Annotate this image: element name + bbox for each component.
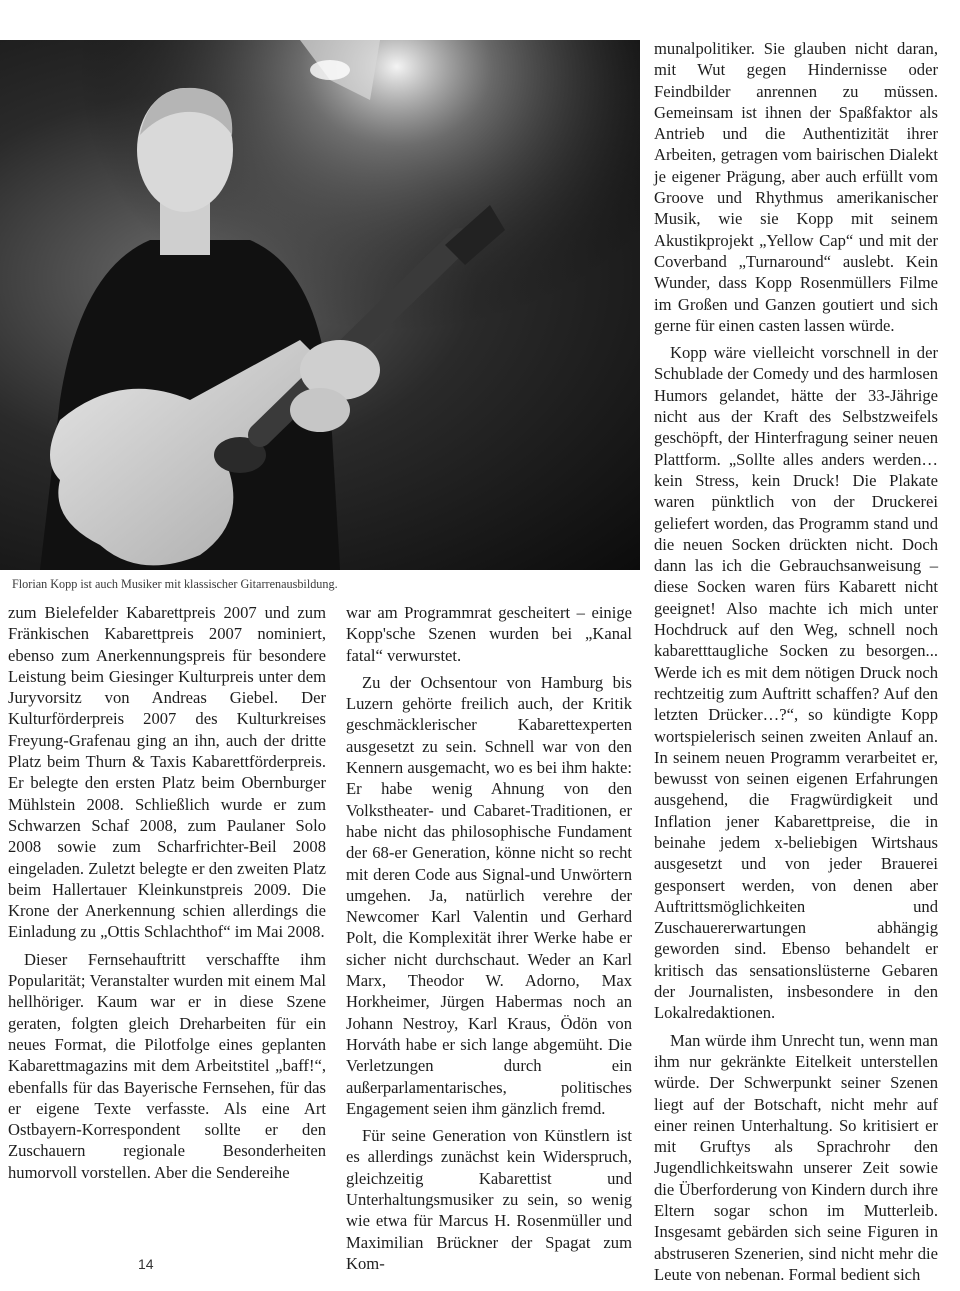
photo-caption: Florian Kopp ist auch Musiker mit klassischer Gitarrenausbildung. — [12, 577, 338, 591]
page-number: 14 — [138, 1256, 154, 1272]
photo-florian-kopp-guitar — [0, 40, 640, 570]
paragraph: Kopp wäre vielleicht vorschnell in der Schublade der Comedy und des harmlosen Humors gelandet, hätte der 33-Jährige nicht aus der Kraft des Selbstzweifels geschöpft, der Hinterfragung seiner neuen Plattform. „Sollte alles anders werden… kein Stress, kein Druck! Die Plakate waren pünktlich von der Druckerei geliefert worden, das Programm stand und die neuen Socken drückten nicht. Doch dann las ich die Gebrauchsanweisung – diese Socken waren fürs Kabarett nicht geeignet! Also machte ich mich unter Hochdruck auf den Weg, schnell noch kabaretttaugliche Socken zu besorgen... Werde ich es mit dem nötigen Druck noch rechtzeitig zum Auftritt schaffen? Auf den letzten Drücker…?“, so kündigte Kopp wortspielerisch seinen zweiten Anlauf an. In seinem neuen Programm verarbeitet er, bewusst von seinen eigenen Erfahrungen ausgehend, die Fragwürdigkeit und Inflation jener Kabarettpreise, die in beinahe jedem x-beliebigen Wirtshaus ausgesetzt und von jeder Brauerei gesponsert werden, von denen aber Auftrittsmöglichkeiten und Zuschauererwartungen abhängig geworden sind. Ebenso behandelt er kritisch das sensationslüsterne Gebaren der Journalisten, insbesondere in den Lokalredaktionen. — [654, 343, 938, 1023]
text-column-1 — [8, 602, 326, 1189]
text-column-3 — [654, 38, 938, 1291]
text-column-2 — [346, 602, 632, 1280]
paragraph: Für seine Generation von Künstlern ist es allerdings zunächst kein Widerspruch, gleichzeitig Kabarettist und Unterhaltungsmusiker zu sein, so wenig wie etwa für Marcus H. Rosenmüller und Maximilian Brückner der Spagat zum Kom- — [346, 1126, 632, 1273]
photo-illustration — [0, 40, 640, 570]
paragraph: Zu der Ochsentour von Hamburg bis Luzern gehörte freilich auch, der Kritik geschmäcklerischer Kabarettexperten ausgesetzt zu sein. Schnell war von den Kennern ausgemacht, wo es bei ihm hakte: Er habe wenig Ahnung von den Volkstheater- und Cabaret-Traditionen, er habe nicht das philosophische Fundament der 68-er Generation, könne nicht so recht mit deren Code aus Signal-und Unwörtern umgehen. Ja, natürlich verehre der Newcomer Karl Valentin und Gerhard Polt, die Komplexität ihrer Werke habe er sicher nicht durchschaut. Weder an Karl Marx, Theodor W. Adorno, Max Horkheimer, Jürgen Habermas noch an Johann Nestroy, Karl Kraus, Ödön von Horváth habe er sich lange abgemüht. Die Verletzungen durch ein außerparlamentarisches, politisches Engagement seien ihm gänzlich fremd. — [346, 672, 632, 1118]
paragraph: Dieser Fernsehauftritt verschaffte ihm Popularität; Veranstalter wurden mit einem Mal hellhöriger. Kaum war er in diese Szene geraten, folgten gleich Dreharbeiten für ein neues Format, die Pilotfolge eines geplanten Kabarettmagazins mit dem Arbeitstitel „baff!“, ebenfalls für das Bayerische Fernsehen, für das er eigene Texte verfasste. Als eine Art Ostbayern-Korrespondent sollte er den Zuschauern regionale Besonderheiten humorvoll vorstellen. Aber die Sendereihe — [8, 949, 326, 1182]
paragraph: war am Programmrat gescheitert – einige Kopp'sche Szenen wurden bei „Kanal fatal“ verwurstet. — [346, 603, 632, 665]
paragraph: Man würde ihm Unrecht tun, wenn man ihm nur gekränkte Eitelkeit unterstellen würde. Der Schwerpunkt seiner Szenen liegt auf der Botschaft, nicht mehr auf einer reinen Unterhaltung. So kritisiert er mit Gruftys als Sprachrohr den Jugendlichkeitswahn unserer Zeit sowie die Überforderung von Kindern durch ihre Eltern sogar schon im Mutterleib. Insgesamt gebärden sich seine Figuren in abstruseren Szenerien, sind nicht mehr die Leute von nebenan. Formal bedient sich — [654, 1030, 938, 1284]
paragraph: zum Bielefelder Kabarettpreis 2007 und zum Fränkischen Kabarettpreis 2007 nominiert, ebenso zum Anerkennungspreis für besondere Leistung beim Giesinger Kulturpreis unter dem Juryvorsitz von Andreas Giebel. Der Kulturförderpreis 2007 des Kulturkreises Freyung-Grafenau ging an ihn, auch der dritte Platz beim Thurn & Taxis Kabarettförderpreis. Er belegte den ersten Platz beim Obernburger Mühlstein 2008. Schließlich wurde er zum Schwarzen Schaf 2008, zum Paulaner Solo 2008 sowie zum Scharfrichter-Beil 2008 eingeladen. Zuletzt belegte er den zweiten Platz beim Hallertauer Kleinkunstpreis 2009. Die Krone der Anerkennung schien allerdings die Einladung zu „Ottis Schlachthof“ im Mai 2008. — [8, 603, 326, 942]
paragraph: munalpolitiker. Sie glauben nicht daran, mit Wut gegen Hindernisse oder Feindbilder anrennen zu müssen. Gemeinsam ist ihnen der Spaßfaktor als Antrieb und die Authentizität ihrer Arbeiten, getragen vom bairischen Dialekt je eigener Prägung, aber auch erfüllt vom Groove und Rhythmus amerikanischer Musik, wie sie Kopp mit seinem Akustikprojekt „Yellow Cap“ und mit der Coverband „Turnaround“ auslebt. Kein Wunder, dass Kopp Rosenmüllers Filme im Großen und Ganzen goutiert und sich gerne für einen casten lassen würde. — [654, 39, 938, 335]
